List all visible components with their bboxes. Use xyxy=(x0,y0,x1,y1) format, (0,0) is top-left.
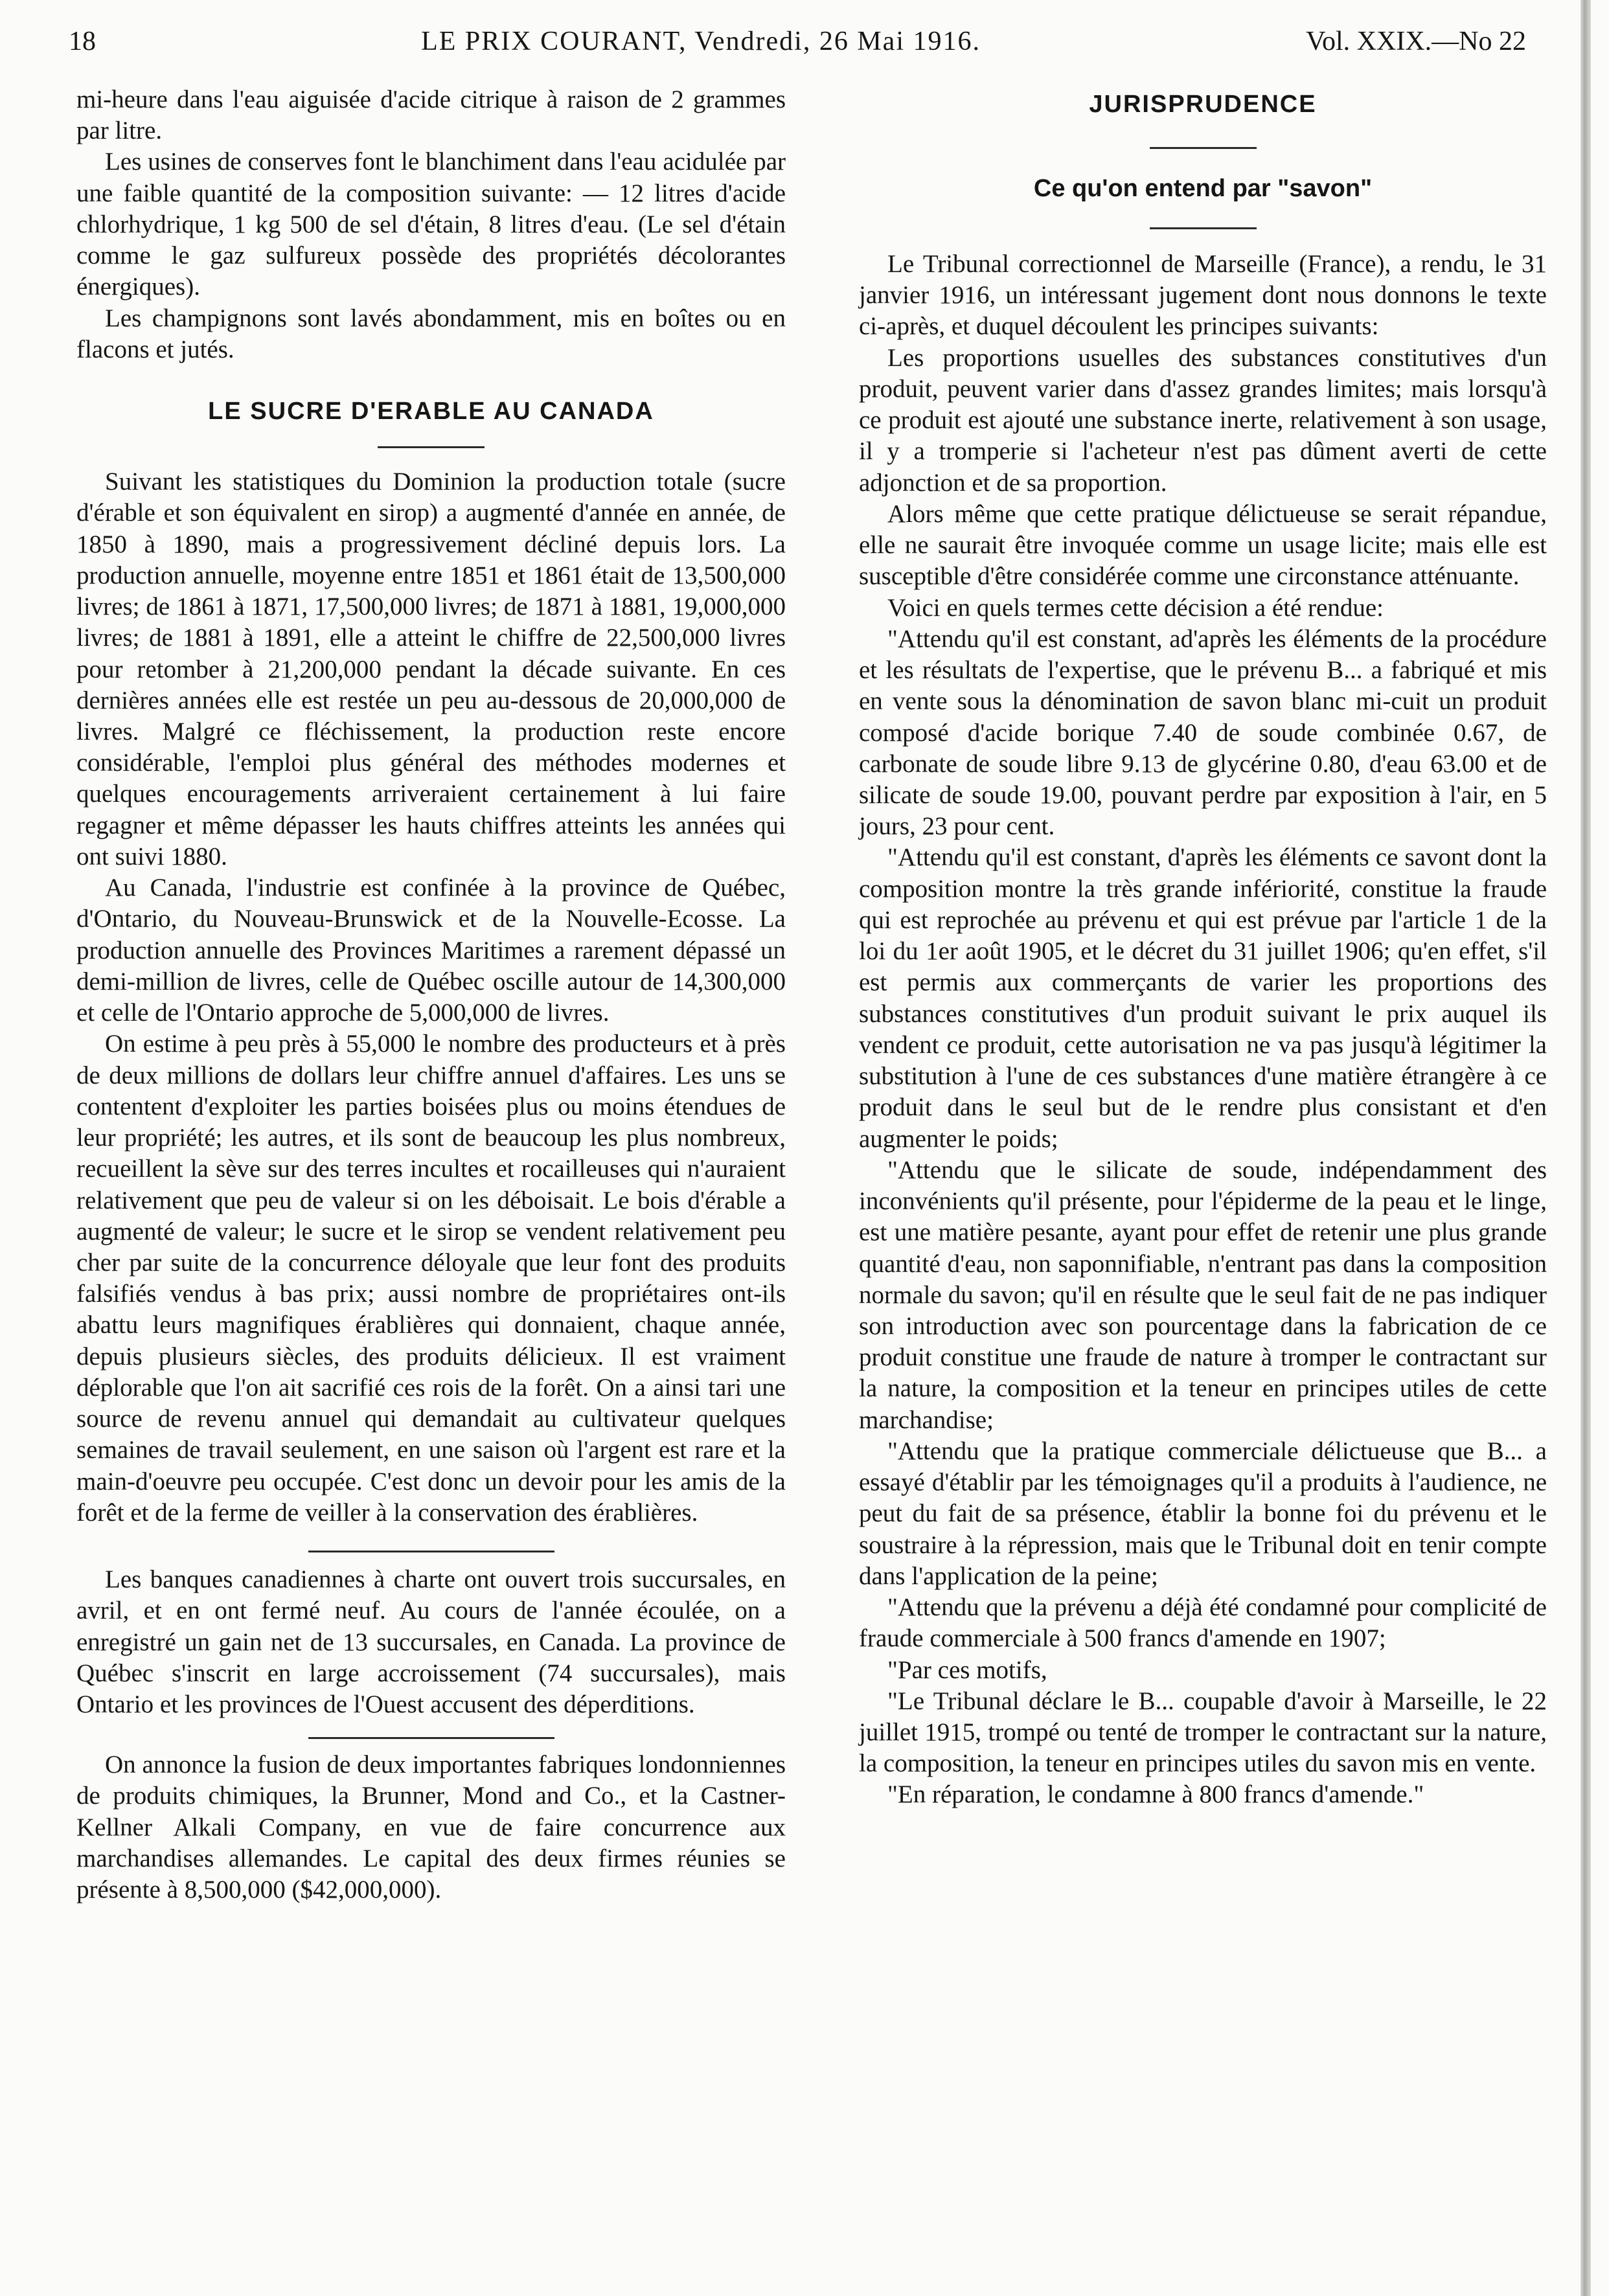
paragraph: Alors même que cette pratique délictueuse se serait répandue, elle ne saurait être invoquée comme un usage licite; mais elle est susceptible d'être considérée comme une circonstance atténuante. xyxy=(859,499,1547,591)
page-binding-edge xyxy=(1580,0,1591,2296)
paragraph: Les banques canadiennes à charte ont ouvert trois succursales, en avril, et en ont fermé neuf. Au cours de l'année écoulée, on a enregistré un gain net de 13 succursales, en Canada. La province de Québec s'inscrit en large accroissement (74 succursales), mais Ontario et les provinces de l'Ouest accusent des déperditions. xyxy=(76,1565,786,1719)
paragraph: "Attendu que la prévenu a déjà été condamné pour complicité de fraude commerciale à 500 francs d'amende en 1907; xyxy=(859,1593,1547,1653)
masthead-title: LE PRIX COURANT, Vendredi, 26 Mai 1916. xyxy=(421,27,981,56)
paragraph: Les champignons sont lavés abondamment, mis en boîtes ou en flacons et jutés. xyxy=(76,304,786,363)
paragraph: Les proportions usuelles des substances constitutives d'un produit, peuvent varier dans d'assez grandes limites; mais lorsqu'à ce produit est ajouté une substance inerte, relativement à son usage, il y a tromperie si l'acheteur n'est pas dûment averti de cette adjonction et de sa proportion. xyxy=(859,343,1547,497)
article-title: Ce qu'on entend par "savon" xyxy=(1033,175,1373,202)
paragraph: Voici en quels termes cette décision a été rendue: xyxy=(887,593,1384,622)
paragraph: "Attendu qu'il est constant, ad'après les éléments de la procédure et les résultats de l'expertise, que le prévenu B... a fabriqué et mis en vente sous la dénomination de savon blanc mi-cuit un produit composé d'acide borique 7.40 de soude combinée 0.67, de carbonate de soude libre 9.13 de glycérine 0.80, d'eau 63.00 et de silicate de soude 19.00, pouvant perdre par exposition à l'air, en 5 jours, 23 pour cent. xyxy=(859,624,1547,841)
paragraph: "Par ces motifs, xyxy=(887,1655,1047,1684)
paragraph: On estime à peu près à 55,000 le nombre des producteurs et à près de deux millions de dollars leur chiffre annuel d'affaires. Les uns se contentent d'exploiter les parties boisées plus ou moins étendues de leur propriété; les autres, et ils sont de beaucoup les plus nombreux, recueillent la sève sur des terres incultes et rocailleuses qui n'auraient relativement que peu de valeur si on les déboisait. Le bois d'érable a augmenté de valeur; le sucre et le sirop se vendent relativement peu cher par suite de la concurrence déloyale que leur font des produits falsifiés vendus à bas prix; aussi nombre de propriétaires ont-ils abattu leurs magnifiques érablières qui donnaient, chaque année, depuis plusieurs siècles, des produits délicieux. Il est vraiment déplorable que l'on ait sacrifié ces rois de la forêt. On a ainsi tari une source de revenu annuel qui demandait au cultivateur quelques semaines de travail seulement, en une saison où l'argent est rare et la main-d'oeuvre peu occupée. C'est donc un devoir pour les amis de la forêt et de la ferme de veiller à la conservation des érablières. xyxy=(76,1030,786,1527)
section-divider xyxy=(378,446,485,448)
paragraph: "En réparation, le condamne à 800 francs d'amende." xyxy=(887,1780,1424,1809)
paragraph: Le Tribunal correctionnel de Marseille (France), a rendu, le 31 janvier 1916, un intéressant jugement dont nous donnons le texte ci-après, et duquel découlent les principes suivants: xyxy=(859,250,1547,341)
paragraph: "Attendu que le silicate de soude, indépendamment des inconvénients qu'il présente, pour l'épiderme de la peau et le linge, est une matière pesante, ayant pour effet de retenir une plus grande quantité d'eau, non saponnifiable, n'entrant pas dans la composition normale du savon; qu'il en résulte que le seul fait de ne pas indiquer son introduction avec son pourcentage dans la fabrication de ce produit constitue une fraude de nature à tromper le contractant sur la nature, la composition et la teneur en principes utiles de cette marchandise; xyxy=(859,1155,1547,1434)
sucre-heading: LE SUCRE D'ERABLE AU CANADA xyxy=(208,398,654,426)
paragraph: "Attendu que la pratique commerciale délictueuse que B... a essayé d'établir par les témoignages qu'il a produits à l'audience, ne peut du fait de sa présence, établir la bonne foi du prévenu et le soustraire à la répression, mais que le Tribunal doit en tenir compte dans l'application de la peine; xyxy=(859,1437,1547,1590)
volume-number: Vol. XXIX.—No 22 xyxy=(1306,27,1526,56)
section-divider xyxy=(1150,227,1257,229)
paragraph: On annonce la fusion de deux importantes fabriques londonniennes de produits chimiques, la Brunner, Mond and Co., et la Castner-Kellner Alkali Company, en vue de faire concurrence aux marchandises allemandes. Le capital des deux firmes réunies se présente à 8,500,000 ($42,000,000). xyxy=(76,1751,786,1904)
jurisprudence-heading: JURISPRUDENCE xyxy=(1089,91,1317,118)
page-number: 18 xyxy=(69,27,96,56)
section-divider xyxy=(308,1551,554,1552)
paragraph: mi-heure dans l'eau aiguisée d'acide citrique à raison de 2 grammes par litre. xyxy=(76,85,786,145)
page-header xyxy=(69,26,1526,71)
paragraph: "Le Tribunal déclare le B... coupable d'avoir à Marseille, le 22 juillet 1915, trompé ou tenté de tromper le contractant sur la nature, la composition, la teneur en principes utiles du savon mis en vente. xyxy=(859,1687,1547,1778)
right-column xyxy=(859,84,1547,2192)
paragraph: Les usines de conserves font le blanchiment dans l'eau acidulée par une faible quantité de la composition suivante: — 12 litres d'acide chlorhydrique, 1 kg 500 de sel d'étain, 8 litres d'eau. (Le sel d'étain comme le gaz sulfureux possède des propriétés décolorantes énergiques). xyxy=(76,148,786,301)
paragraph: "Attendu qu'il est constant, d'après les éléments ce savont dont la composition montre la très grande infériorité, constitue la fraude qui est reprochée au prévenu et qui est prévue par l'article 1 de la loi du 1er août 1905, et le décret du 31 juillet 1906; qu'en effet, s'il est permis aux commerçants de varier les proportions des substances constitutives d'un produit suivant le prix auquel ils vendent ce produit, cette autorisation ne va pas jusqu'à légitimer la substitution à l'une de ces substances d'une matière étrangère à ce produit dans le seul but de le rendre plus consistant et d'en augmenter le poids; xyxy=(859,843,1547,1153)
section-divider xyxy=(1150,147,1257,149)
section-divider xyxy=(308,1737,554,1739)
paragraph: Au Canada, l'industrie est confinée à la province de Québec, d'Ontario, du Nouveau-Brunswick et de la Nouvelle-Ecosse. La production annuelle des Provinces Maritimes a rarement dépassé un demi-million de livres, celle de Québec oscille autour de 14,300,000 et celle de l'Ontario approche de 5,000,000 de livres. xyxy=(76,874,786,1027)
left-column xyxy=(76,84,786,2192)
paragraph: Suivant les statistiques du Dominion la production totale (sucre d'érable et son équivalent en sirop) a augmenté d'année en année, de 1850 à 1890, mais a progressivement décliné depuis lors. La production annuelle, moyenne entre 1851 et 1861 était de 13,500,000 livres; de 1861 à 1871, 17,500,000 livres; de 1871 à 1881, 19,000,000 livres; de 1881 à 1891, elle a atteint le chiffre de 22,500,000 livres pour retomber à 21,200,000 pendant la décade suivante. En ces dernières années elle est restée un peu au-dessous de 20,000,000 de livres. Malgré ce fléchissement, la production reste encore considérable, l'emploi plus général des méthodes modernes et quelques encouragements arriveraient certainement à lui faire regagner et même dépasser les hauts chiffres atteints les années qui ont suivi 1880. xyxy=(76,468,786,870)
